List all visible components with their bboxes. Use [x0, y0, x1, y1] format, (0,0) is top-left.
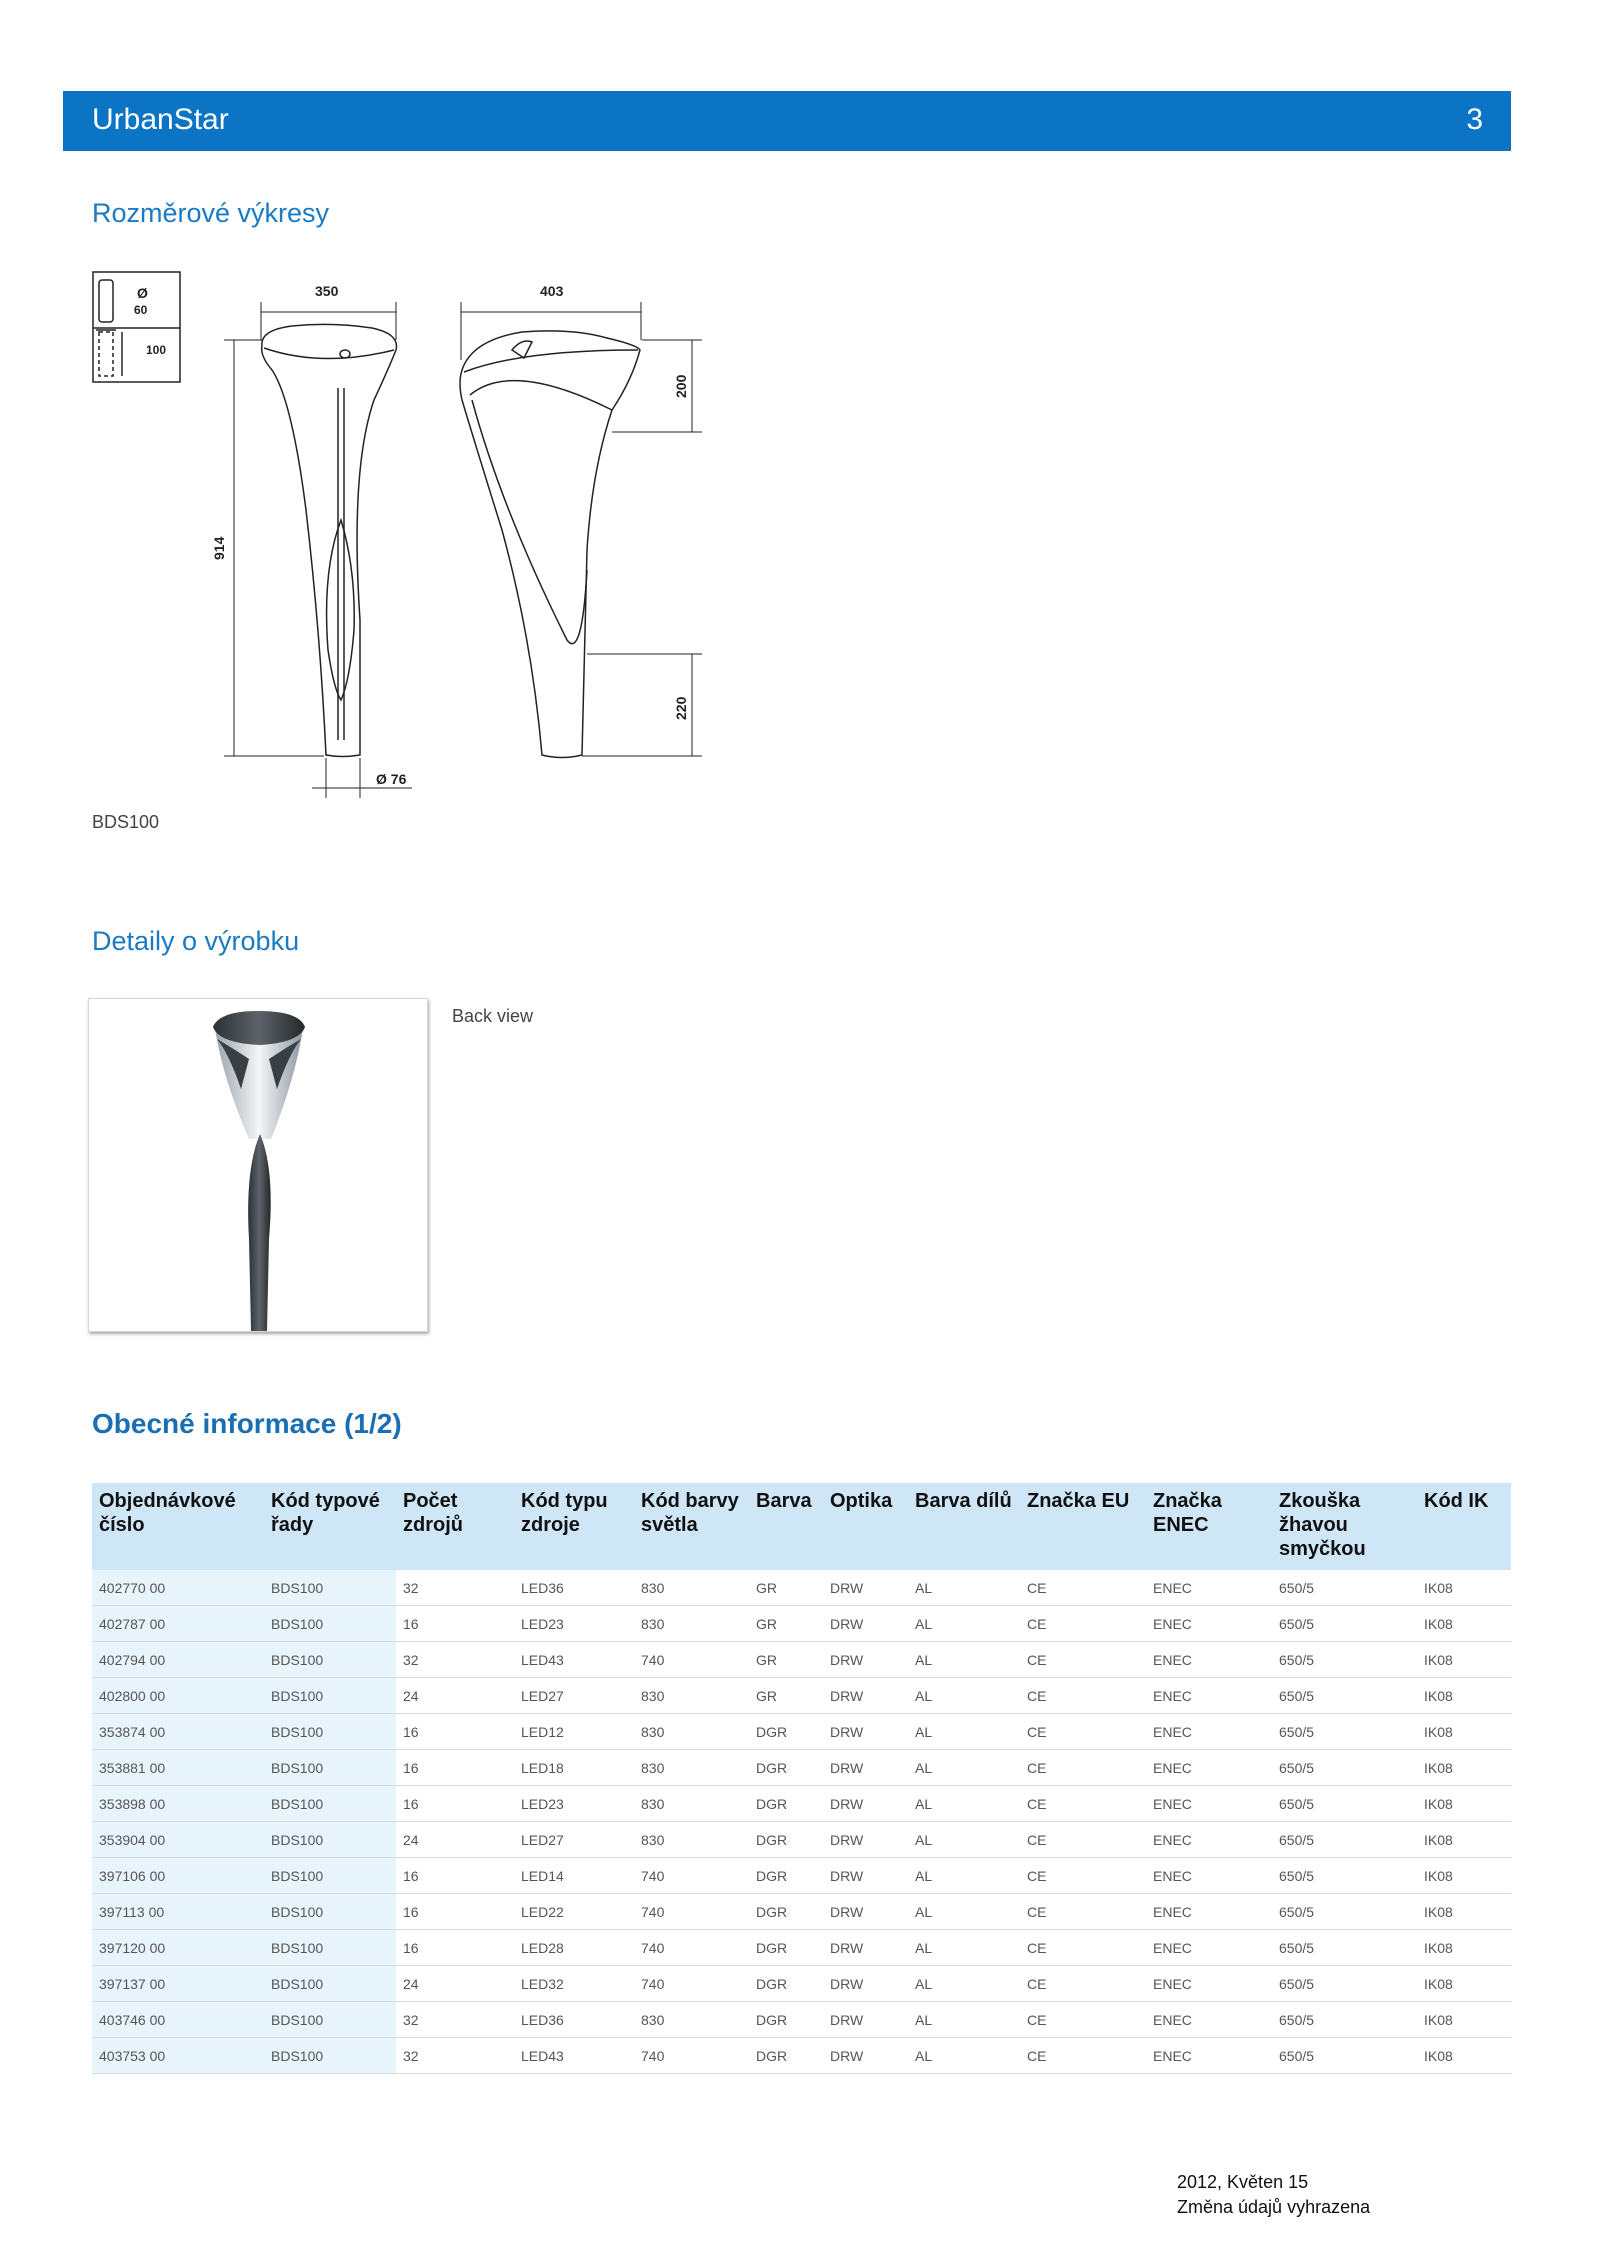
table-cell: 650/5: [1272, 1570, 1417, 1606]
table-cell: 403753 00: [92, 2038, 264, 2074]
table-cell: GR: [749, 1606, 823, 1642]
table-cell: LED18: [514, 1750, 634, 1786]
table-cell: CE: [1020, 1858, 1146, 1894]
table-cell: 830: [634, 1606, 749, 1642]
table-cell: 650/5: [1272, 1642, 1417, 1678]
col-header: Kód IK: [1417, 1483, 1511, 1570]
table-cell: DRW: [823, 1966, 908, 2002]
dim-height-top: 200: [673, 374, 689, 398]
table-cell: LED43: [514, 2038, 634, 2074]
table-cell: 830: [634, 1570, 749, 1606]
table-cell: LED27: [514, 1822, 634, 1858]
table-cell: 16: [396, 1930, 514, 1966]
col-header: Kód typu zdroje: [514, 1483, 634, 1570]
table-cell: 650/5: [1272, 2038, 1417, 2074]
table-cell: BDS100: [264, 1822, 396, 1858]
table-cell: 650/5: [1272, 1678, 1417, 1714]
table-cell: AL: [908, 1858, 1020, 1894]
table-cell: CE: [1020, 2002, 1146, 2038]
table-cell: IK08: [1417, 1930, 1511, 1966]
table-row: [92, 1894, 1511, 1930]
dimension-drawing: [92, 270, 712, 810]
table-cell: AL: [908, 1570, 1020, 1606]
table-cell: 402800 00: [92, 1678, 264, 1714]
table-cell: GR: [749, 1642, 823, 1678]
table-cell: IK08: [1417, 1714, 1511, 1750]
table-cell: 397137 00: [92, 1966, 264, 2002]
pole-insert-shape: [99, 332, 113, 376]
table-cell: 32: [396, 1642, 514, 1678]
dim-base-diameter: Ø 76: [376, 771, 407, 787]
table-cell: LED27: [514, 1678, 634, 1714]
table-cell: DGR: [749, 2002, 823, 2038]
table-cell: DGR: [749, 2038, 823, 2074]
table-cell: GR: [749, 1678, 823, 1714]
table-cell: 397113 00: [92, 1894, 264, 1930]
table-cell: CE: [1020, 1966, 1146, 2002]
table-cell: 32: [396, 1570, 514, 1606]
table-cell: 650/5: [1272, 1930, 1417, 1966]
table-cell: AL: [908, 2002, 1020, 2038]
table-row: [92, 2002, 1511, 2038]
pole-dia-symbol: Ø: [137, 285, 148, 301]
col-header: Kód typové řady: [264, 1483, 396, 1570]
table-cell: CE: [1020, 1606, 1146, 1642]
table-cell: AL: [908, 1678, 1020, 1714]
table-cell: 32: [396, 2038, 514, 2074]
table-cell: 16: [396, 1894, 514, 1930]
table-row: [92, 1678, 1511, 1714]
table-cell: AL: [908, 1714, 1020, 1750]
table-cell: CE: [1020, 1930, 1146, 1966]
pole-dia-value: 60: [134, 303, 148, 317]
table-cell: AL: [908, 1642, 1020, 1678]
footer-date: 2012, Květen 15: [1177, 2172, 1309, 2192]
table-cell: BDS100: [264, 1642, 396, 1678]
footer: [1177, 2170, 1370, 2220]
table-cell: 16: [396, 1750, 514, 1786]
table-cell: 402770 00: [92, 1570, 264, 1606]
table-row: [92, 1966, 1511, 2002]
col-header: Barva: [749, 1483, 823, 1570]
table-cell: 24: [396, 1966, 514, 2002]
table-cell: ENEC: [1146, 1714, 1272, 1750]
table-cell: DGR: [749, 1714, 823, 1750]
table-cell: LED23: [514, 1786, 634, 1822]
table-cell: 830: [634, 1786, 749, 1822]
table-cell: LED28: [514, 1930, 634, 1966]
table-cell: 830: [634, 1714, 749, 1750]
table-cell: ENEC: [1146, 1750, 1272, 1786]
table-cell: DRW: [823, 2038, 908, 2074]
table-cell: AL: [908, 1822, 1020, 1858]
table-cell: BDS100: [264, 1606, 396, 1642]
table-cell: BDS100: [264, 1750, 396, 1786]
drawing-caption: BDS100: [92, 812, 160, 832]
table-cell: IK08: [1417, 1678, 1511, 1714]
table-cell: 830: [634, 1678, 749, 1714]
table-cell: 397106 00: [92, 1858, 264, 1894]
table-cell: LED32: [514, 1966, 634, 2002]
table-cell: ENEC: [1146, 1570, 1272, 1606]
table-row: [92, 1570, 1511, 1606]
table-cell: 402787 00: [92, 1606, 264, 1642]
table-cell: ENEC: [1146, 1894, 1272, 1930]
table-cell: 830: [634, 2002, 749, 2038]
table-cell: DRW: [823, 1750, 908, 1786]
table-cell: 24: [396, 1678, 514, 1714]
table-row: [92, 2038, 1511, 2074]
table-cell: DRW: [823, 1606, 908, 1642]
dim-width-front: 350: [315, 283, 339, 299]
header-bar: [63, 91, 1511, 151]
table-cell: AL: [908, 1750, 1020, 1786]
table-cell: 650/5: [1272, 1606, 1417, 1642]
table-cell: 650/5: [1272, 1858, 1417, 1894]
table-cell: 353898 00: [92, 1786, 264, 1822]
table-cell: LED36: [514, 1570, 634, 1606]
table-cell: LED12: [514, 1714, 634, 1750]
front-view-outline: [262, 324, 397, 756]
table-cell: 650/5: [1272, 1894, 1417, 1930]
table-cell: DGR: [749, 1930, 823, 1966]
table-cell: DRW: [823, 1786, 908, 1822]
table-row: [92, 1642, 1511, 1678]
table-cell: 740: [634, 1930, 749, 1966]
page-number: 3: [1466, 103, 1483, 136]
table-cell: DRW: [823, 2002, 908, 2038]
section-title-drawings: Rozměrové výkresy: [92, 198, 330, 228]
table-cell: BDS100: [264, 2038, 396, 2074]
table-cell: BDS100: [264, 1966, 396, 2002]
table-cell: 397120 00: [92, 1930, 264, 1966]
product-photo: [88, 998, 428, 1332]
table-cell: 650/5: [1272, 2002, 1417, 2038]
table-cell: IK08: [1417, 1750, 1511, 1786]
table-cell: GR: [749, 1570, 823, 1606]
table-cell: BDS100: [264, 1714, 396, 1750]
table-cell: 740: [634, 1894, 749, 1930]
table-cell: IK08: [1417, 1822, 1511, 1858]
col-header: Počet zdrojů: [396, 1483, 514, 1570]
table-cell: IK08: [1417, 2038, 1511, 2074]
table-cell: DGR: [749, 1786, 823, 1822]
table-cell: ENEC: [1146, 1642, 1272, 1678]
table-cell: LED36: [514, 2002, 634, 2038]
dim-width-side: 403: [540, 283, 564, 299]
table-header-row: [92, 1483, 1511, 1570]
table-cell: CE: [1020, 1750, 1146, 1786]
col-header: Objednávkové číslo: [92, 1483, 264, 1570]
table-cell: ENEC: [1146, 1930, 1272, 1966]
table-cell: 740: [634, 1642, 749, 1678]
table-cell: DGR: [749, 1750, 823, 1786]
col-header: Značka ENEC: [1146, 1483, 1272, 1570]
table-cell: 353904 00: [92, 1822, 264, 1858]
table-cell: 16: [396, 1858, 514, 1894]
table-cell: 403746 00: [92, 2002, 264, 2038]
table-cell: ENEC: [1146, 1858, 1272, 1894]
document-title: UrbanStar: [92, 103, 229, 136]
col-header: Barva dílů: [908, 1483, 1020, 1570]
table-cell: DRW: [823, 1678, 908, 1714]
table-cell: 32: [396, 2002, 514, 2038]
table-cell: 24: [396, 1822, 514, 1858]
table-cell: AL: [908, 1606, 1020, 1642]
table-cell: LED43: [514, 1642, 634, 1678]
table-cell: ENEC: [1146, 2002, 1272, 2038]
table-cell: CE: [1020, 1822, 1146, 1858]
table-cell: IK08: [1417, 2002, 1511, 2038]
streetlight-image: [89, 999, 427, 1331]
table-row: [92, 1786, 1511, 1822]
table-cell: 353874 00: [92, 1714, 264, 1750]
table-cell: IK08: [1417, 1894, 1511, 1930]
table-cell: BDS100: [264, 1858, 396, 1894]
table-row: [92, 1714, 1511, 1750]
pole-length-value: 100: [146, 343, 167, 357]
table-cell: DRW: [823, 1822, 908, 1858]
table-cell: BDS100: [264, 1678, 396, 1714]
table-cell: CE: [1020, 1714, 1146, 1750]
section-title-details: Detaily o výrobku: [92, 926, 300, 956]
table-cell: LED22: [514, 1894, 634, 1930]
general-info-table: [92, 1483, 1511, 2074]
table-cell: DRW: [823, 1894, 908, 1930]
table-cell: CE: [1020, 1786, 1146, 1822]
table-cell: DRW: [823, 1642, 908, 1678]
table-cell: 650/5: [1272, 1714, 1417, 1750]
table-cell: ENEC: [1146, 2038, 1272, 2074]
table-cell: BDS100: [264, 1786, 396, 1822]
table-cell: IK08: [1417, 1570, 1511, 1606]
table-cell: ENEC: [1146, 1822, 1272, 1858]
table-cell: ENEC: [1146, 1966, 1272, 2002]
table-cell: CE: [1020, 1570, 1146, 1606]
table-cell: BDS100: [264, 1894, 396, 1930]
table-cell: IK08: [1417, 1858, 1511, 1894]
table-cell: DGR: [749, 1822, 823, 1858]
table-cell: 650/5: [1272, 1750, 1417, 1786]
table-cell: CE: [1020, 2038, 1146, 2074]
side-view-outline: [460, 331, 640, 758]
table-cell: CE: [1020, 1678, 1146, 1714]
table-cell: 830: [634, 1750, 749, 1786]
table-body: [92, 1570, 1511, 2074]
table-cell: 16: [396, 1786, 514, 1822]
table-cell: 830: [634, 1822, 749, 1858]
table-cell: CE: [1020, 1894, 1146, 1930]
dim-height-total: 914: [211, 536, 227, 560]
table-cell: 353881 00: [92, 1750, 264, 1786]
table-cell: DRW: [823, 1570, 908, 1606]
table-cell: IK08: [1417, 1606, 1511, 1642]
table-cell: LED23: [514, 1606, 634, 1642]
table-cell: 16: [396, 1714, 514, 1750]
table-cell: 740: [634, 1966, 749, 2002]
table-cell: LED14: [514, 1858, 634, 1894]
pole-top-shape: [99, 280, 113, 322]
table-cell: BDS100: [264, 1930, 396, 1966]
table-cell: 650/5: [1272, 1966, 1417, 2002]
table-cell: AL: [908, 1966, 1020, 2002]
table-cell: IK08: [1417, 1642, 1511, 1678]
table-row: [92, 1750, 1511, 1786]
table-cell: DRW: [823, 1930, 908, 1966]
table-cell: DGR: [749, 1894, 823, 1930]
dim-height-bottom: 220: [673, 696, 689, 720]
table-cell: DGR: [749, 1966, 823, 2002]
col-header: Zkouška žhavou smyčkou: [1272, 1483, 1417, 1570]
photo-caption: Back view: [452, 1006, 534, 1026]
table-cell: 740: [634, 2038, 749, 2074]
section-title-general: Obecné informace (1/2): [92, 1408, 402, 1439]
table-cell: ENEC: [1146, 1606, 1272, 1642]
table-cell: IK08: [1417, 1966, 1511, 2002]
table-cell: 650/5: [1272, 1822, 1417, 1858]
table-cell: CE: [1020, 1642, 1146, 1678]
table-cell: AL: [908, 2038, 1020, 2074]
table-cell: 740: [634, 1858, 749, 1894]
table-cell: DRW: [823, 1714, 908, 1750]
table-row: [92, 1606, 1511, 1642]
table-row: [92, 1822, 1511, 1858]
table-cell: AL: [908, 1894, 1020, 1930]
col-header: Optika: [823, 1483, 908, 1570]
table-cell: 402794 00: [92, 1642, 264, 1678]
table-cell: DRW: [823, 1858, 908, 1894]
table-row: [92, 1858, 1511, 1894]
col-header: Kód barvy světla: [634, 1483, 749, 1570]
table-cell: ENEC: [1146, 1678, 1272, 1714]
table-cell: AL: [908, 1786, 1020, 1822]
table-cell: 16: [396, 1606, 514, 1642]
table-row: [92, 1930, 1511, 1966]
table-cell: AL: [908, 1930, 1020, 1966]
table-cell: BDS100: [264, 1570, 396, 1606]
table-cell: ENEC: [1146, 1786, 1272, 1822]
table-cell: IK08: [1417, 1786, 1511, 1822]
table-cell: BDS100: [264, 2002, 396, 2038]
col-header: Značka EU: [1020, 1483, 1146, 1570]
table-cell: 650/5: [1272, 1786, 1417, 1822]
footer-note: Změna údajů vyhrazena: [1177, 2197, 1371, 2217]
table-cell: DGR: [749, 1858, 823, 1894]
